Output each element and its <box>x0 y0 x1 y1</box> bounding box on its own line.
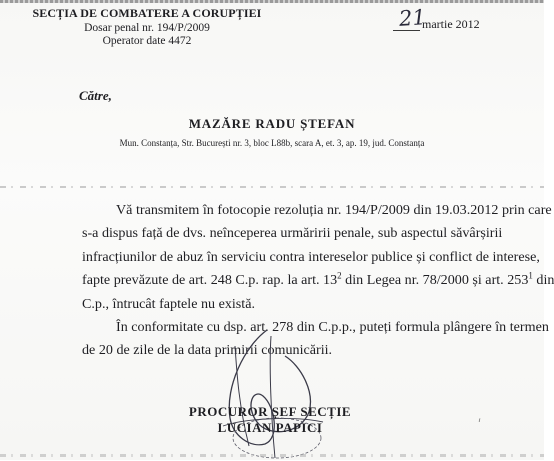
body-line: În conformitate cu dsp. art. 278 din C.p.p., puteți formula plângere în termen <box>116 319 549 336</box>
handwritten-signature-icon <box>205 326 335 461</box>
legal-ref-text: din Legea nr. 78/2000 și art. 253 <box>341 272 529 289</box>
signatory-title: PROCUROR ȘEF SECȚIE <box>188 404 352 419</box>
superscript: 2 <box>337 270 342 281</box>
month-year: martie 2012 <box>422 17 480 31</box>
legal-ref-text: fapte prevăzute de art. 248 C.p. rap. la art. 13 <box>82 272 338 289</box>
signature-block <box>140 390 400 450</box>
scan-artifact-line <box>0 186 544 188</box>
paragraph-notification <box>48 199 554 316</box>
recipient-name: MAZĂRE RADU ȘTEFAN <box>188 116 356 131</box>
body-line: de 20 de zile de la data primirii comunicării. <box>82 342 333 359</box>
scan-edge <box>0 0 544 3</box>
body-line: Vă transmitem în fotocopie rezoluția nr. 194/P/2009 din 19.03.2012 prin care <box>116 202 552 218</box>
salutation: Către, <box>79 88 112 103</box>
recipient-address: Mun. Constanța, Str. București nr. 3, bloc L88b, scara A, et. 3, ap. 19, jud. Constanța <box>119 138 425 148</box>
body-line-legal-refs <box>48 269 554 292</box>
signatory-name: LUCIAN PAPICI <box>217 420 323 435</box>
superscript: 1 <box>528 270 533 281</box>
handwritten-day: 21 <box>398 5 427 31</box>
document-date <box>393 5 503 34</box>
scan-artifact-line <box>0 454 544 457</box>
stray-mark-icon: ᶥ <box>475 414 483 428</box>
department-name: SECȚIA DE COMBATERE A CORUPȚIEI <box>32 6 262 20</box>
date-underline <box>393 30 420 31</box>
legal-ref-text: din <box>532 272 554 289</box>
body-line: s-a dispus față de dvs. neînceperea urmăririi penale, sub aspectul săvârșirii <box>82 225 503 242</box>
document-header <box>32 6 262 47</box>
operator-number: Operator date 4472 <box>102 35 192 47</box>
body-line: C.p., întrucât faptele nu există. <box>82 295 255 312</box>
case-file-number: Dosar penal nr. 194/P/2009 <box>84 22 210 34</box>
body-line: infracțiunilor de abuz în serviciu contra intereselor publice și conflict de interese, <box>82 248 540 265</box>
